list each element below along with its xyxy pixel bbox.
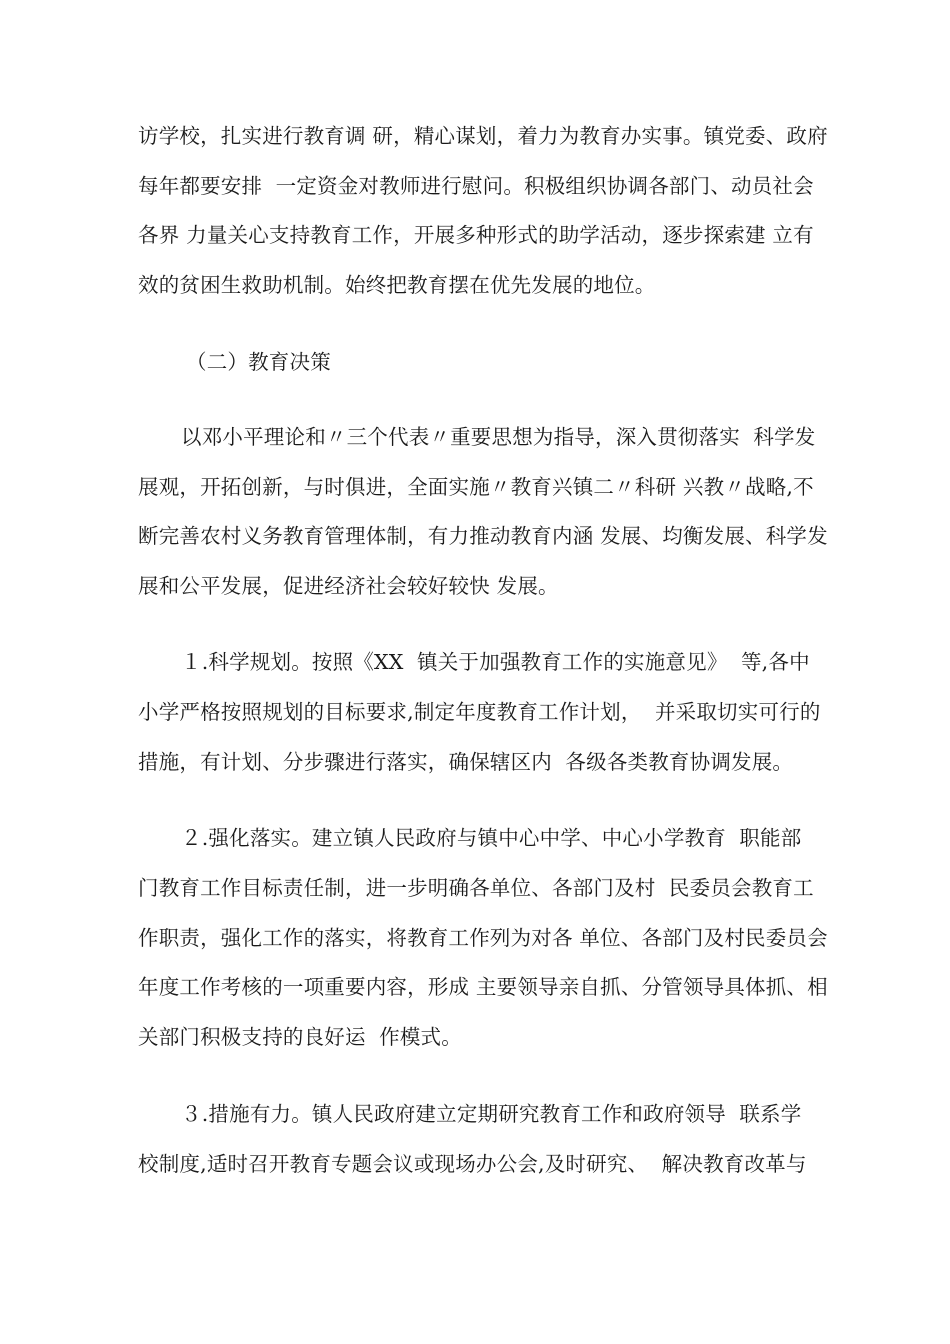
paragraph-line: 效的贫困生救助机制。始终把教育摆在优先发展的地位。 [138,273,656,297]
paragraph-line: 展和公平发展，促进经济社会较好较快 发展。 [138,574,559,598]
paragraph-line: 作职责，强化工作的落实，将教育工作列为对各 单位、各部门及村民委员会 [138,926,828,950]
section-heading: （二）教育决策 [186,350,331,374]
paragraph-line: 以邓小平理论和〃三个代表〃重要思想为指导，深入贯彻落实 科学发 [181,425,816,449]
paragraph-line: 校制度,适时召开教育专题会议或现场办公会,及时研究、 解决教育改革与 [138,1152,807,1176]
paragraph-line: 断完善农村义务教育管理体制，有力推动教育内涵 发展、均衡发展、科学发 [138,524,828,548]
paragraph-line: 展观，开拓创新，与时俱进，全面实施〃教育兴镇二〃科研 兴教〃战略,不 [138,475,814,499]
numbered-item-line: ２.强化落实。建立镇人民政府与镇中心中学、中心小学教育 职能部 [181,826,802,850]
numbered-item-line: ３.措施有力。镇人民政府建立定期研究教育工作和政府领导 联系学 [181,1102,802,1126]
paragraph-line: 各界 力量关心支持教育工作，开展多种形式的助学活动，逐步探索建 立有 [138,223,814,247]
paragraph-line: 每年都要安排 一定资金对教师进行慰问。积极组织协调各部门、动员社会 [138,174,814,198]
numbered-item-line: １.科学规划。按照《XX 镇关于加强教育工作的实施意见》 等,各中 [181,650,810,674]
paragraph-line: 小学严格按照规划的目标要求,制定年度教育工作计划， 并采取切实可行的 [138,700,821,724]
paragraph-line: 门教育工作目标责任制，进一步明确各单位、各部门及村 民委员会教育工 [138,876,814,900]
paragraph-line: 访学校，扎实进行教育调 研，精心谋划，着力为教育办实事。镇党委、政府 [138,124,828,148]
paragraph-line: 措施，有计划、分步骤进行落实，确保辖区内 各级各类教育协调发展。 [138,750,794,774]
paragraph-line: 关部门积极支持的良好运 作模式。 [138,1025,462,1049]
paragraph-line: 年度工作考核的一项重要内容，形成 主要领导亲自抓、分管领导具体抓、相 [138,975,828,999]
